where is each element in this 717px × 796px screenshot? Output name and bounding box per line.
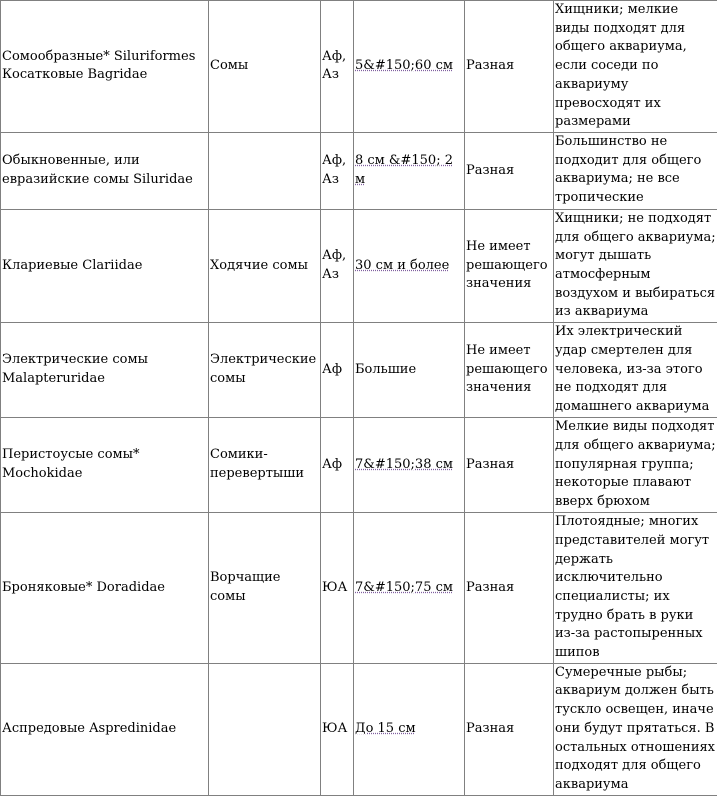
size-cell [354, 418, 465, 513]
water-cell: Не имеет решающего значения [465, 323, 554, 418]
notes-cell: Хищники; не подходят для общего аквариума; могут дышать атмосферным воздухом и выбираться из аквариума [554, 209, 717, 322]
family-cell: Перистоусые сомы* Mochokidae [1, 418, 209, 513]
region-cell: Аф, Аз [321, 209, 354, 322]
table-row [1, 323, 717, 418]
table-row [1, 209, 717, 322]
size-value: 7&#150;38 см [355, 457, 453, 472]
table-row [1, 132, 717, 209]
common-name-cell [209, 132, 321, 209]
region-cell: ЮА [321, 663, 354, 795]
common-name-cell: Сомы [209, 1, 321, 133]
table-row [1, 513, 717, 664]
common-name-cell: Сомики-перевертыши [209, 418, 321, 513]
common-name-cell [209, 663, 321, 795]
size-cell [354, 132, 465, 209]
size-cell [354, 663, 465, 795]
water-cell: Разная [465, 418, 554, 513]
common-name-cell: Электрические сомы [209, 323, 321, 418]
table-row [1, 1, 717, 133]
family-cell: Электрические сомы Malapteruridae [1, 323, 209, 418]
table-row [1, 418, 717, 513]
family-cell: Сомообразные* Siluriformes Косатковые Bagridae [1, 1, 209, 133]
water-cell: Разная [465, 132, 554, 209]
region-cell: Аф, Аз [321, 1, 354, 133]
size-value: До 15 см [355, 721, 416, 736]
family-cell: Аспредовые Aspredinidae [1, 663, 209, 795]
notes-cell: Сумеречные рыбы; аквариум должен быть тускло освещен, иначе они будут прятаться. В остальных отношениях подходят для общего аквариума [554, 663, 717, 795]
size-cell [354, 209, 465, 322]
region-cell: ЮА [321, 513, 354, 664]
notes-cell: Плотоядные; многих представителей могут держать исключительно специалисты; их трудно брать в руки из-за растопыренных шипов [554, 513, 717, 664]
notes-cell: Большинство не подходит для общего аквариума; не все тропические [554, 132, 717, 209]
notes-cell: Их электрический удар смертелен для человека, из-за этого не подходят для домашнего аквариума [554, 323, 717, 418]
common-name-cell: Ходячие сомы [209, 209, 321, 322]
size-cell [354, 323, 465, 418]
size-value: 5&#150;60 см [355, 58, 453, 73]
size-cell [354, 513, 465, 664]
water-cell: Разная [465, 1, 554, 133]
common-name-cell: Ворчащие сомы [209, 513, 321, 664]
size-cell [354, 1, 465, 133]
family-cell: Броняковые* Doradidae [1, 513, 209, 664]
size-value: 7&#150;75 см [355, 580, 453, 595]
region-cell: Аф [321, 418, 354, 513]
table-row [1, 663, 717, 795]
size-value: 8 см &#150; 2 м [355, 153, 453, 187]
notes-cell: Хищники; мелкие виды подходят для общего аквариума, если соседи по аквариуму превосходят их размерами [554, 1, 717, 133]
water-cell: Не имеет решающего значения [465, 209, 554, 322]
water-cell: Разная [465, 663, 554, 795]
water-cell: Разная [465, 513, 554, 664]
family-cell: Клариевые Clariidae [1, 209, 209, 322]
notes-cell: Мелкие виды подходят для общего аквариума; популярная группа; некоторые плавают вверх брюхом [554, 418, 717, 513]
region-cell: Аф, Аз [321, 132, 354, 209]
size-value: Большие [355, 362, 416, 377]
size-value: 30 см и более [355, 258, 449, 273]
family-cell: Обыкновенные, или евразийские сомы Siluridae [1, 132, 209, 209]
region-cell: Аф [321, 323, 354, 418]
